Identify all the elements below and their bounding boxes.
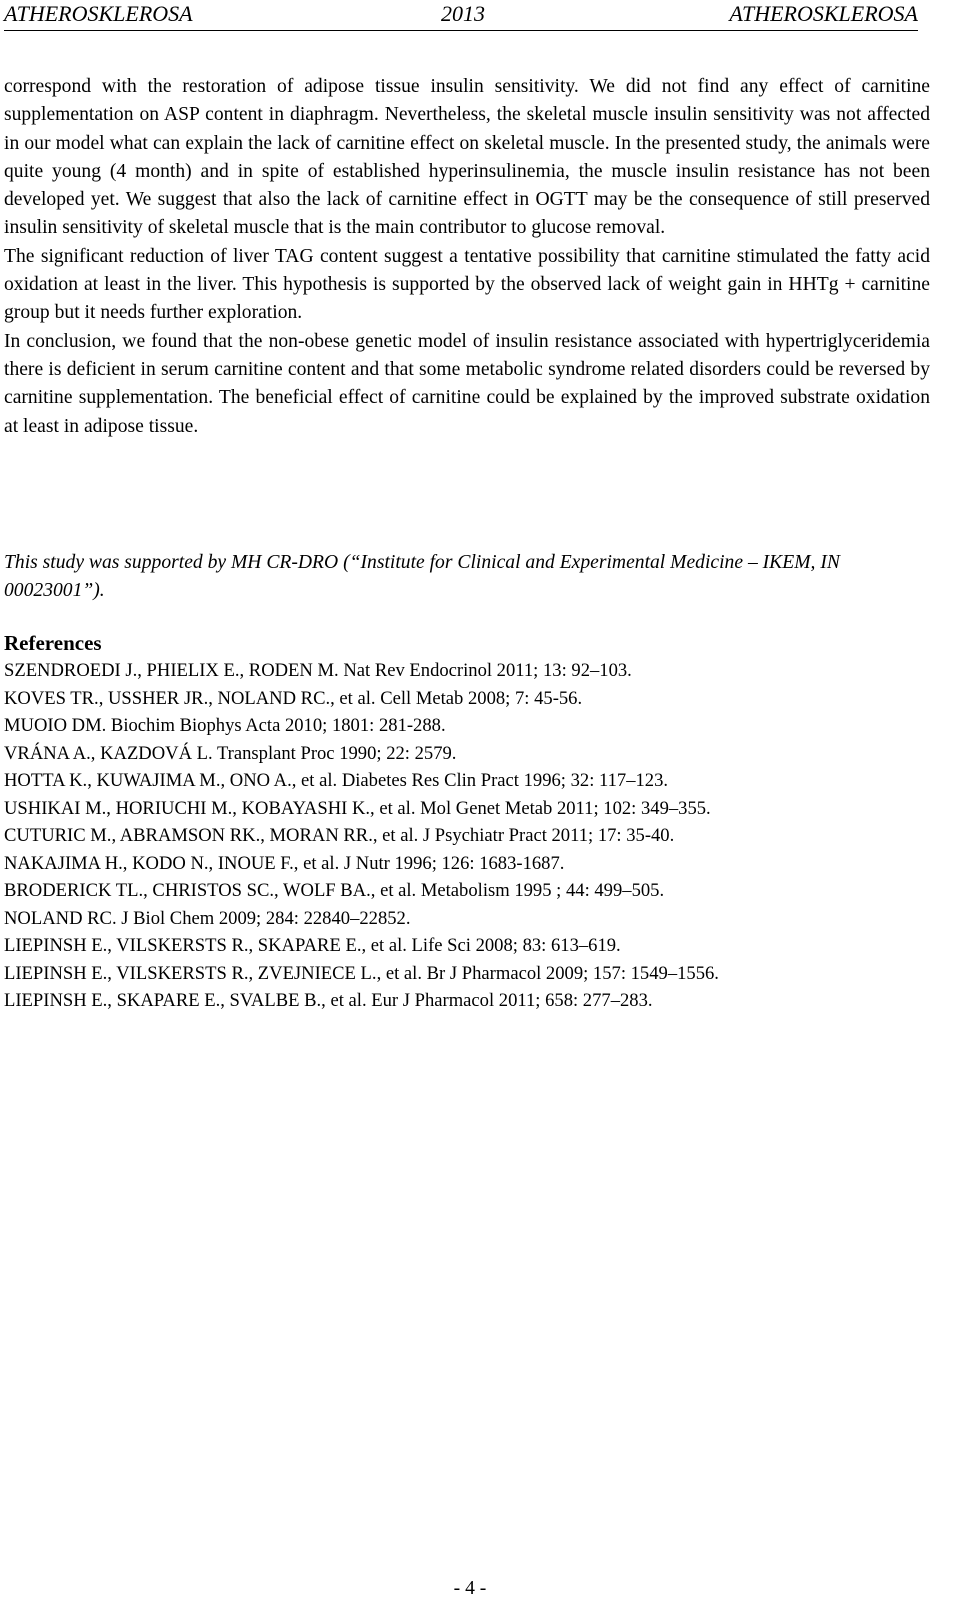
paragraph-conclusion: In conclusion, we found that the non-obese genetic model of insulin resistance associated with hypertriglyceridemia there is deficient in serum carnitine content and that some metabolic syndrome related disorders could be reversed by carnitine supplementation. The beneficial effect of carnitine could be explained by the improved substrate oxidation at least in adipose tissue. [4, 330, 930, 437]
running-header [4, 0, 918, 31]
reference-list [4, 657, 934, 1015]
reference-item: NOLAND RC. J Biol Chem 2009; 284: 22840–22852. [4, 907, 411, 929]
reference-item: USHIKAI M., HORIUCHI M., KOBAYASHI K., et al. Mol Genet Metab 2011; 102: 349–355. [4, 797, 711, 819]
header-journal-left: ATHEROSKLEROSA [4, 1, 193, 26]
reference-item: VRÁNA A., KAZDOVÁ L. Transplant Proc 1990; 22: 2579. [4, 742, 457, 764]
reference-item: SZENDROEDI J., PHIELIX E., RODEN M. Nat Rev Endocrinol 2011; 13: 92–103. [4, 660, 632, 681]
reference-item: LIEPINSH E., SKAPARE E., SVALBE B., et al. Eur J Pharmacol 2011; 658: 277–283. [4, 990, 653, 1011]
reference-item: CUTURIC M., ABRAMSON RK., MORAN RR., et al. J Psychiatr Pract 2011; 17: 35-40. [4, 825, 675, 846]
reference-item: LIEPINSH E., VILSKERSTS R., SKAPARE E., et al. Life Sci 2008; 83: 613–619. [4, 935, 621, 956]
paragraph-liver-tag: The significant reduction of liver TAG content suggest a tentative possibility that carnitine stimulated the fatty acid oxidation at least in the liver. This hypothesis is supported by the observed lack of weight gain in HHTg + carnitine group but it needs further exploration. [4, 245, 930, 324]
reference-item: LIEPINSH E., VILSKERSTS R., ZVEJNIECE L., et al. Br J Pharmacol 2009; 157: 1549–1556. [4, 962, 719, 984]
reference-item: KOVES TR., USSHER JR., NOLAND RC., et al. Cell Metab 2008; 7: 45-56. [4, 687, 583, 709]
acknowledgement: This study was supported by MH CR-DRO (“Institute for Clinical and Experimental Medicine – IKEM, IN 00023001”). [4, 552, 840, 601]
reference-item: NAKAJIMA H., KODO N., INOUE F., et al. J Nutr 1996; 126: 1683-1687. [4, 852, 565, 874]
page-number: - 4 - [453, 1578, 487, 1599]
header-journal-right: ATHEROSKLEROSA [729, 1, 918, 26]
references-heading: References [4, 631, 102, 655]
body-text [4, 73, 930, 441]
paragraph-discussion: correspond with the restoration of adipose tissue insulin sensitivity. We did not find any effect of carnitine supplementation on ASP content in diaphragm. Nevertheless, the skeletal muscle insulin sensitivity was not affected in our model what can explain the lack of carnitine effect on skeletal muscle. In the presented study, the animals were quite young (4 month) and in spite of established hyperinsulinemia, the muscle insulin resistance has not been developed yet. We suggest that also the lack of carnitine effect in OGTT may be the consequence of still preserved insulin sensitivity of skeletal muscle that is the main contributor to glucose removal. [4, 76, 930, 239]
reference-item: MUOIO DM. Biochim Biophys Acta 2010; 1801: 281-288. [4, 715, 446, 736]
reference-item: BRODERICK TL., CHRISTOS SC., WOLF BA., et al. Metabolism 1995 ; 44: 499–505. [4, 880, 665, 901]
reference-item: HOTTA K., KUWAJIMA M., ONO A., et al. Diabetes Res Clin Pract 1996; 32: 117–123. [4, 770, 669, 791]
header-year: 2013 [441, 1, 485, 26]
